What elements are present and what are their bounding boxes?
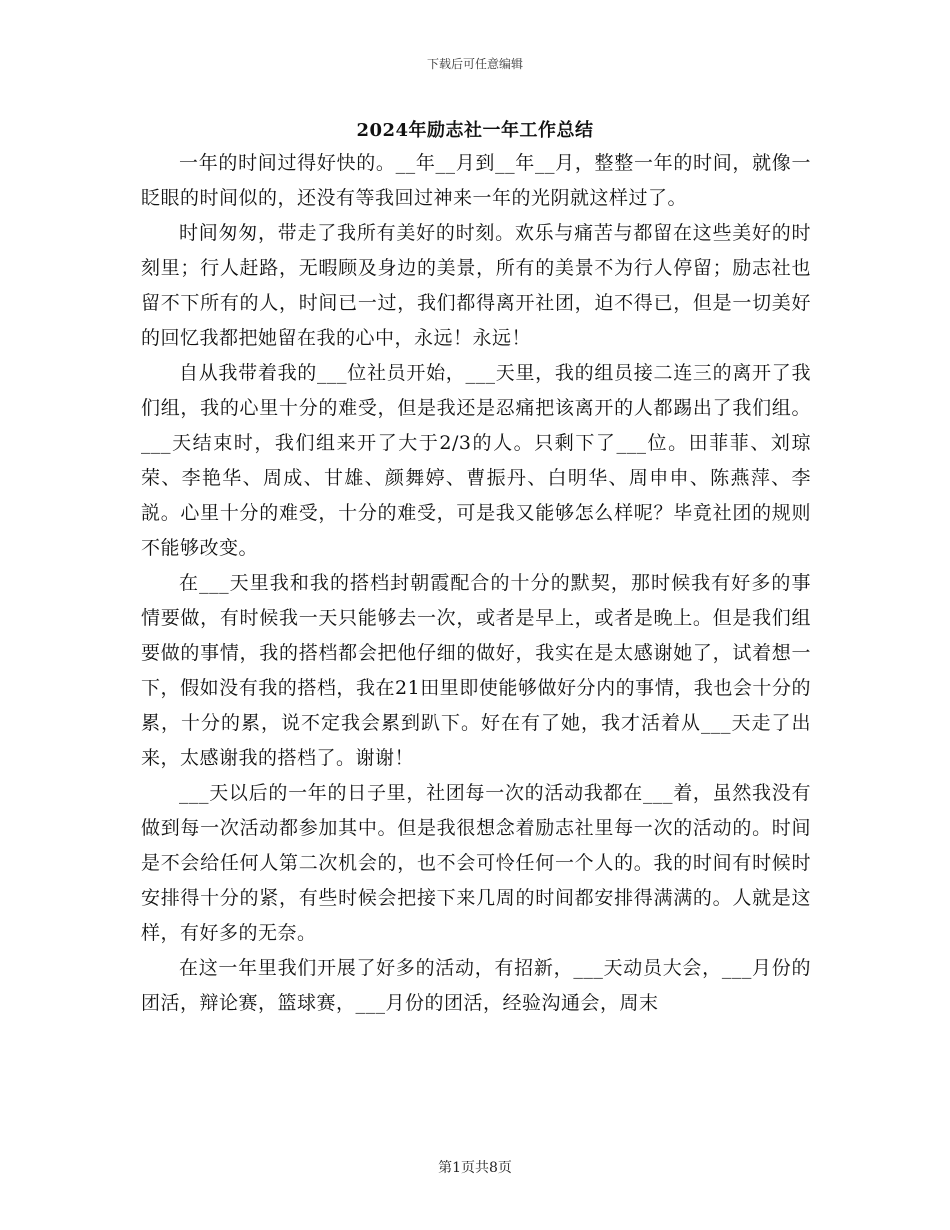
paragraph: ___天以后的一年的日子里，社团每一次的活动我都在___着，虽然我没有做到每一次活动都参加其中。但是我很想念着励志社里每一次的活动的。时间是不会给任何人第二次机会的，也不会可怜任何一个人的。我的时间有时候时安排得十分的紧，有些时候会把接下来几周的时间都安排得满满的。人就是这样，有好多的无奈。 — [141, 782, 811, 944]
document-body — [141, 146, 811, 1021]
page-number-footer: 第1页共8页 — [438, 1160, 512, 1176]
document-title: 2024年励志社一年工作总结 — [356, 120, 594, 141]
paragraph: 时间匆匆，带走了我所有美好的时刻。欢乐与痛苦与都留在这些美好的时刻里；行人赶路，无暇顾及身边的美景，所有的美景不为行人停留；励志社也留不下所有的人，时间已一过，我们都得离开社团，迫不得已，但是一切美好的回忆我都把她留在我的心中，永远！永远！ — [141, 222, 811, 349]
header-note: 下载后可任意编辑 — [426, 57, 523, 71]
paragraph: 一年的时间过得好快的。__年__月到__年__月，整整一年的时间，就像一眨眼的时间似的，还没有等我回过神来一年的光阴就这样过了。 — [141, 152, 811, 209]
paragraph: 在这一年里我们开展了好多的活动，有招新，___天动员大会，___月份的团活，辩论赛，篮球赛，___月份的团活，经验沟通会，周末 — [141, 957, 811, 1014]
paragraph: 在___天里我和我的搭档封朝霞配合的十分的默契，那时候我有好多的事情要做，有时候我一天只能够去一次，或者是早上，或者是晚上。但是我们组要做的事情，我的搭档都会把他仔细的做好，我实在是太感谢她了，试着想一下，假如没有我的搭档，我在21田里即使能够做好分内的事情，我也会十分的累，十分的累，说不定我会累到趴下。好在有了她，我才活着从___天走了出来，太感谢我的搭档了。谢谢！ — [141, 572, 811, 769]
paragraph: 自从我带着我的___位社员开始，___天里，我的组员接二连三的离开了我们组，我的心里十分的难受，但是我还是忍痛把该离开的人都踢出了我们组。___天结束时，我们组来开了大于2/3的人。只剩下了___位。田菲菲、刘琼荣、李艳华、周成、甘雄、颜舞婷、曹振丹、白明华、周申申、陈燕萍、李説。心里十分的难受，十分的难受，可是我又能够怎么样呢？毕竟社团的规则不能够改变。 — [141, 362, 811, 559]
